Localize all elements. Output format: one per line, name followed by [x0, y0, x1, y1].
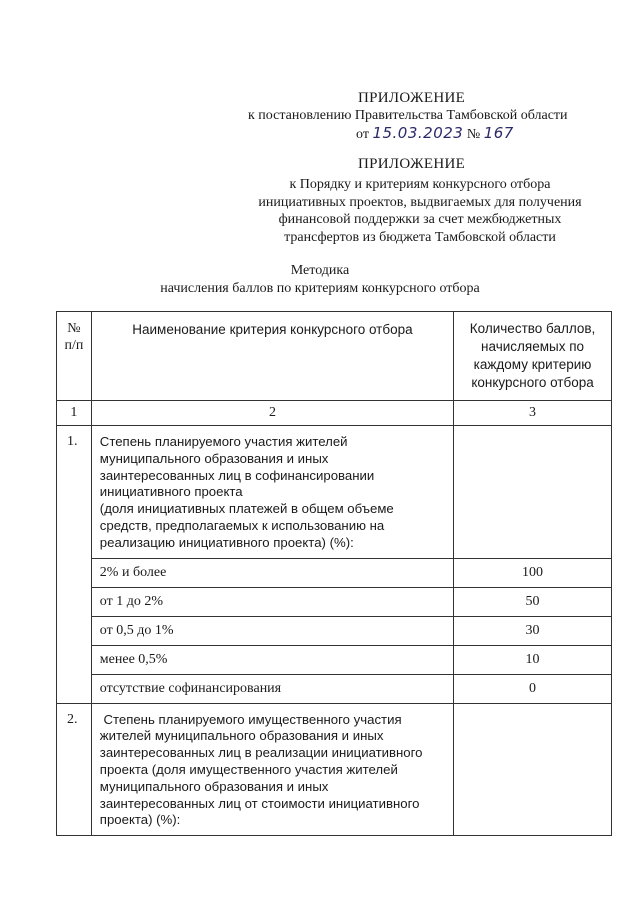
- criterion-number: 1.: [57, 426, 92, 704]
- method-title-block: [0, 262, 640, 298]
- criterion-score-empty: [454, 703, 612, 836]
- table-row: [57, 558, 612, 587]
- criterion-number: 2.: [57, 703, 92, 836]
- header-score-line: начисляемых по: [481, 339, 585, 354]
- decree-from-label: от: [356, 127, 369, 142]
- criterion-line: проекта (доля имущественного участия жителей: [99, 761, 398, 777]
- order-line: к Порядку и критериям конкурсного отбора: [289, 177, 551, 192]
- decree-date-line: [356, 124, 514, 143]
- criterion-line: заинтересованных лиц в софинансировании: [99, 467, 375, 483]
- header-score: [454, 312, 612, 401]
- decree-date: 15.03.2023: [372, 124, 464, 142]
- order-reference-block: [230, 176, 610, 246]
- option-score: 0: [454, 674, 612, 703]
- header-name: Наименование критерия конкурсного отбора: [91, 312, 453, 401]
- criterion-text: [91, 426, 453, 559]
- order-line: финансовой поддержки за счет межбюджетных: [278, 212, 562, 227]
- column-number: 1: [57, 401, 92, 426]
- criterion-line: жителей муниципального образования и иных: [99, 728, 384, 744]
- method-title: Методика: [290, 263, 350, 278]
- criterion-text: [91, 703, 453, 836]
- table-row: [57, 674, 612, 703]
- decree-number: 167: [483, 124, 514, 142]
- criterion-line: муниципального образования и иных: [99, 778, 329, 794]
- appendix-title-2: ПРИЛОЖЕНИЕ: [358, 156, 466, 172]
- header-num-pp: п/п: [64, 338, 84, 353]
- option-label: отсутствие софинансирования: [91, 674, 453, 703]
- column-number-row: [57, 401, 612, 426]
- table-row: [57, 703, 612, 836]
- option-score: 100: [454, 558, 612, 587]
- header-num-symbol: №: [67, 321, 81, 336]
- method-subtitle: начисления баллов по критериям конкурсного отбора: [160, 281, 480, 296]
- criterion-line: (доля инициативных платежей в общем объеме: [99, 501, 394, 517]
- option-label: 2% и более: [91, 558, 453, 587]
- criterion-line: средств, предполагаемых к использованию на: [99, 517, 385, 533]
- criterion-line: реализацию инициативного проекта) (%):: [99, 534, 354, 550]
- option-score: 50: [454, 587, 612, 616]
- option-score: 10: [454, 645, 612, 674]
- header-score-line: каждому критерию: [473, 357, 592, 372]
- column-number: 3: [454, 401, 612, 426]
- appendix-title: ПРИЛОЖЕНИЕ: [358, 90, 466, 106]
- criterion-line: проекта) (%):: [99, 812, 181, 828]
- header-score-line: конкурсного отбора: [471, 375, 594, 390]
- header-score-line: Количество баллов,: [469, 321, 596, 336]
- option-label: от 0,5 до 1%: [91, 616, 453, 645]
- criteria-table: [56, 311, 612, 836]
- criterion-line: Степень планируемого имущественного участия: [99, 711, 402, 727]
- criterion-line: муниципального образования и иных: [99, 450, 329, 466]
- decree-reference: к постановлению Правительства Тамбовской области: [248, 108, 568, 123]
- criterion-line: заинтересованных лиц от стоимости инициативного: [99, 795, 420, 811]
- table-row: [57, 616, 612, 645]
- order-line: трансфертов из бюджета Тамбовской области: [284, 229, 556, 245]
- table-row: [57, 645, 612, 674]
- option-label: менее 0,5%: [91, 645, 453, 674]
- criterion-score-empty: [454, 426, 612, 559]
- order-line: инициативных проектов, выдвигаемых для получения: [258, 194, 582, 210]
- decree-number-label: №: [466, 127, 481, 142]
- table-row: [57, 426, 612, 559]
- option-score: 30: [454, 616, 612, 645]
- table-row: [57, 587, 612, 616]
- criterion-line: Степень планируемого участия жителей: [99, 434, 348, 449]
- column-number: 2: [91, 401, 453, 426]
- option-label: от 1 до 2%: [91, 587, 453, 616]
- header-num: [57, 312, 92, 401]
- criterion-line: заинтересованных лиц в реализации инициативного: [99, 745, 423, 761]
- criterion-line: инициативного проекта: [99, 484, 243, 500]
- table-header-row: [57, 312, 612, 401]
